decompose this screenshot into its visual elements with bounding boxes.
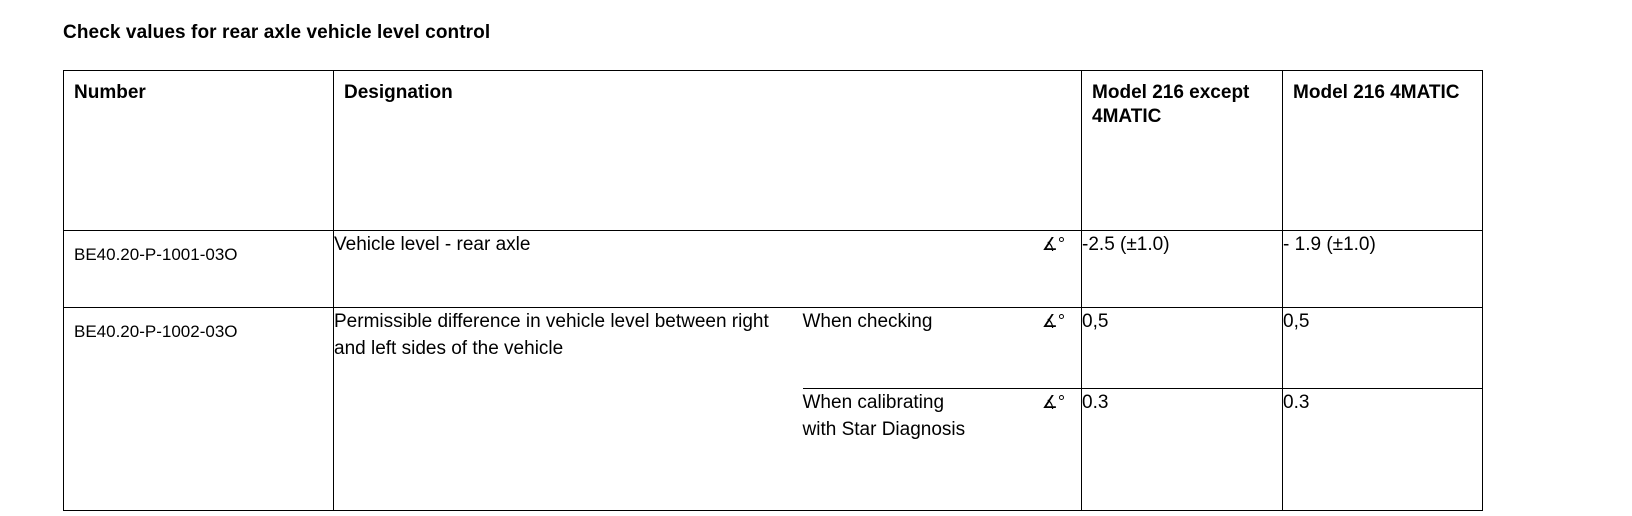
row-value-4matic: 0,5	[1283, 308, 1483, 389]
header-model-216-4matic: Model 216 4MATIC	[1283, 71, 1483, 231]
table-header-row	[64, 71, 1483, 231]
check-values-table	[63, 70, 1483, 511]
row-value-except-4matic: 0.3	[1082, 389, 1283, 511]
row-designation: Vehicle level - rear axle	[334, 231, 1026, 308]
row-condition: When calibrating with Star Diagnosis	[803, 389, 1026, 511]
angle-degree-icon: ∡°	[1041, 234, 1066, 254]
table-row	[64, 308, 1483, 389]
row-value-except-4matic: 0,5	[1082, 308, 1283, 389]
header-number: Number	[64, 71, 334, 231]
row-designation: Permissible difference in vehicle level between right and left sides of the vehicle	[334, 308, 803, 511]
table-row	[64, 231, 1483, 308]
header-model-216-except-4matic: Model 216 except 4MATIC	[1082, 71, 1283, 231]
row-number: BE40.20-P-1002-03O	[64, 308, 334, 511]
row-value-except-4matic: -2.5 (±1.0)	[1082, 231, 1283, 308]
header-designation: Designation	[334, 71, 1082, 231]
angle-degree-icon: ∡°	[1041, 392, 1066, 412]
row-condition: When checking	[803, 308, 1026, 389]
document-title: Check values for rear axle vehicle level control	[63, 22, 491, 43]
angle-degree-icon: ∡°	[1041, 311, 1066, 331]
row-value-4matic: 0.3	[1283, 389, 1483, 511]
row-number: BE40.20-P-1001-03O	[64, 231, 334, 308]
row-value-4matic: - 1.9 (±1.0)	[1283, 231, 1483, 308]
